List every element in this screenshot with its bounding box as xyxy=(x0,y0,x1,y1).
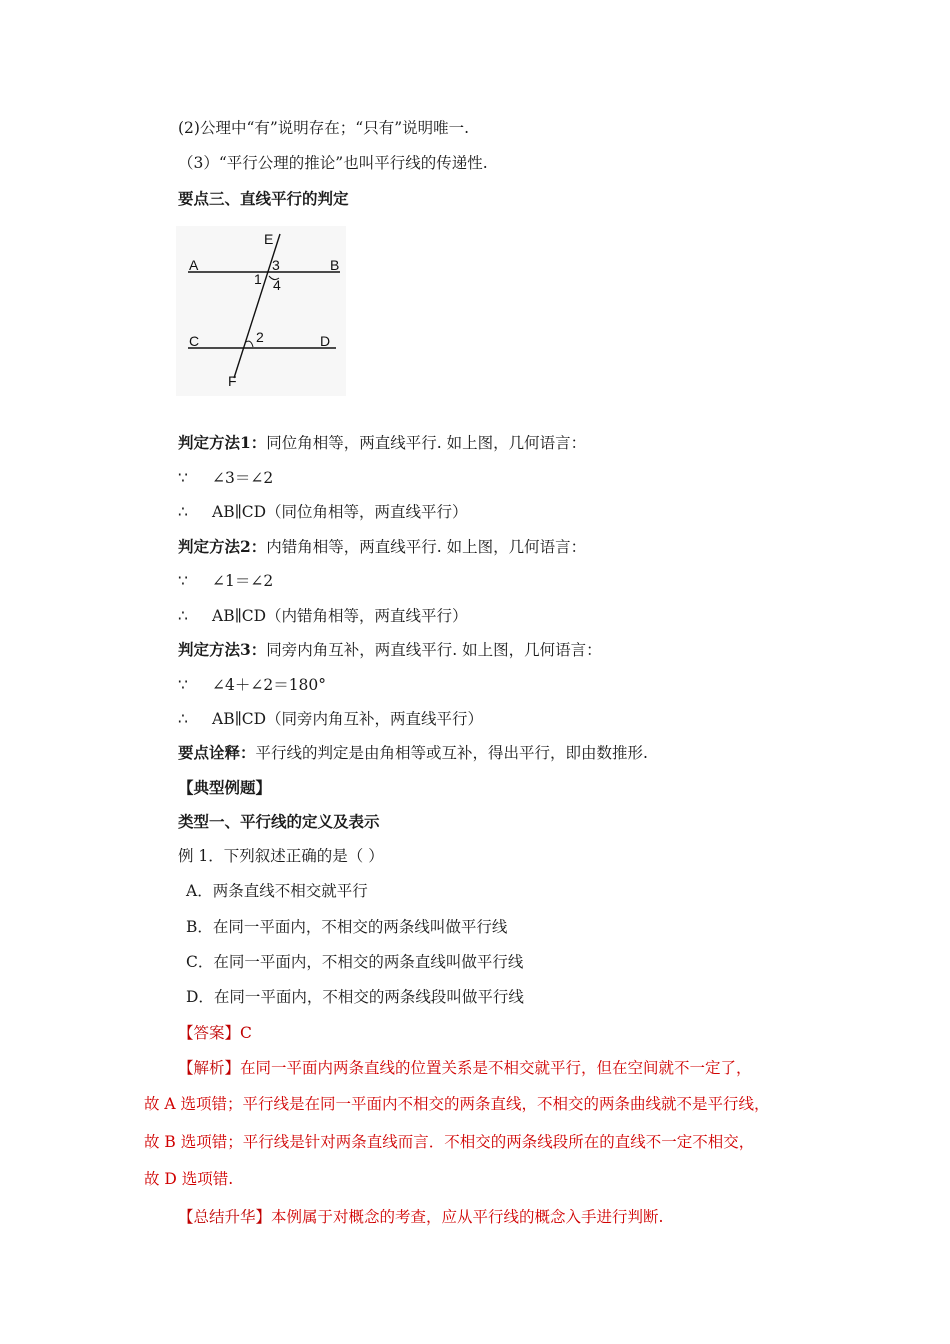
label-e: E xyxy=(264,231,274,247)
method-1-title: 判定方法1： xyxy=(178,433,267,452)
therefore-symbol: ∴ xyxy=(178,607,188,625)
therefore-symbol: ∴ xyxy=(178,503,188,521)
type-1-heading: 类型一、平行线的定义及表示 xyxy=(178,812,380,831)
method-3-conclusion-text: AB∥CD（同旁内角互补，两直线平行） xyxy=(212,710,484,728)
analysis-line-3: 故 B 选项错；平行线是针对两条直线而言．不相交的两条线段所在的直线不一定不相交， xyxy=(144,1133,755,1151)
answer: 【答案】C xyxy=(178,1024,252,1042)
transversal-ef xyxy=(234,234,280,378)
key-note-title: 要点诠释： xyxy=(178,743,256,762)
method-1-given-text: ∠3＝∠2 xyxy=(212,469,274,487)
method-1-conclusion-text: AB∥CD（同位角相等，两直线平行） xyxy=(212,503,468,521)
therefore-symbol: ∴ xyxy=(178,710,188,728)
key-note xyxy=(178,743,648,763)
option-a: A．两条直线不相交就平行 xyxy=(186,882,368,900)
axiom-note-2: (2)公理中“有”说明存在；“只有”说明唯一. xyxy=(178,119,470,137)
angle-arc-2 xyxy=(246,341,253,347)
parallel-lines-figure xyxy=(176,226,346,396)
method-2-conclusion-text: AB∥CD（内错角相等，两直线平行） xyxy=(212,607,468,625)
method-3-text: 同旁内角互补，两直线平行. 如上图，几何语言： xyxy=(266,641,602,659)
label-angle-4: 4 xyxy=(273,277,281,293)
method-1-given xyxy=(178,468,273,488)
method-2-text: 内错角相等，两直线平行. 如上图，几何语言： xyxy=(266,538,587,556)
key-note-text: 平行线的判定是由角相等或互补，得出平行，即由数推形. xyxy=(255,744,648,762)
summary-text: 本例属于对概念的考查，应从平行线的概念入手进行判断. xyxy=(271,1208,664,1226)
section-heading-3: 要点三、直线平行的判定 xyxy=(178,189,349,208)
analysis-line-1 xyxy=(178,1058,752,1078)
method-3-given xyxy=(178,675,326,695)
method-2-line xyxy=(178,537,586,557)
method-1-line xyxy=(178,433,586,453)
label-c: C xyxy=(189,333,200,349)
method-3-conclusion xyxy=(178,709,483,729)
method-3-line xyxy=(178,640,602,660)
analysis-title: 【解析】 xyxy=(178,1059,241,1077)
option-b: B．在同一平面内，不相交的两条线叫做平行线 xyxy=(186,918,508,936)
method-1-text: 同位角相等，两直线平行. 如上图，几何语言： xyxy=(266,434,587,452)
label-a: A xyxy=(189,257,199,273)
analysis-line-2: 故 A 选项错；平行线是在同一平面内不相交的两条直线，不相交的两条曲线就不是平行线， xyxy=(144,1095,770,1113)
because-symbol: ∵ xyxy=(178,676,188,694)
method-2-title: 判定方法2： xyxy=(178,537,267,556)
label-b: B xyxy=(330,257,340,273)
label-angle-1: 1 xyxy=(254,271,262,287)
because-symbol: ∵ xyxy=(178,572,188,590)
summary-title: 【总结升华】 xyxy=(178,1208,272,1226)
analysis-line-4: 故 D 选项错. xyxy=(144,1170,234,1188)
method-2-conclusion xyxy=(178,606,468,626)
option-c: C．在同一平面内，不相交的两条直线叫做平行线 xyxy=(186,953,524,971)
method-2-given xyxy=(178,571,273,591)
label-angle-2: 2 xyxy=(256,329,264,345)
example-1-question: 例 1．下列叙述正确的是（ ） xyxy=(178,847,384,865)
examples-heading: 【典型例题】 xyxy=(178,778,272,797)
method-3-title: 判定方法3： xyxy=(178,640,267,659)
label-angle-3: 3 xyxy=(272,257,280,273)
summary xyxy=(178,1207,663,1227)
method-3-given-text: ∠4＋∠2＝180° xyxy=(212,676,327,694)
because-symbol: ∵ xyxy=(178,469,188,487)
label-f: F xyxy=(228,373,237,389)
axiom-note-3: （3）“平行公理的推论”也叫平行线的传递性. xyxy=(178,154,488,172)
method-2-given-text: ∠1＝∠2 xyxy=(212,572,274,590)
label-d: D xyxy=(320,333,331,349)
analysis-text-1: 在同一平面内两条直线的位置关系是不相交就平行，但在空间就不一定了， xyxy=(240,1059,752,1077)
option-d: D．在同一平面内，不相交的两条线段叫做平行线 xyxy=(186,988,524,1006)
method-1-conclusion xyxy=(178,502,468,522)
